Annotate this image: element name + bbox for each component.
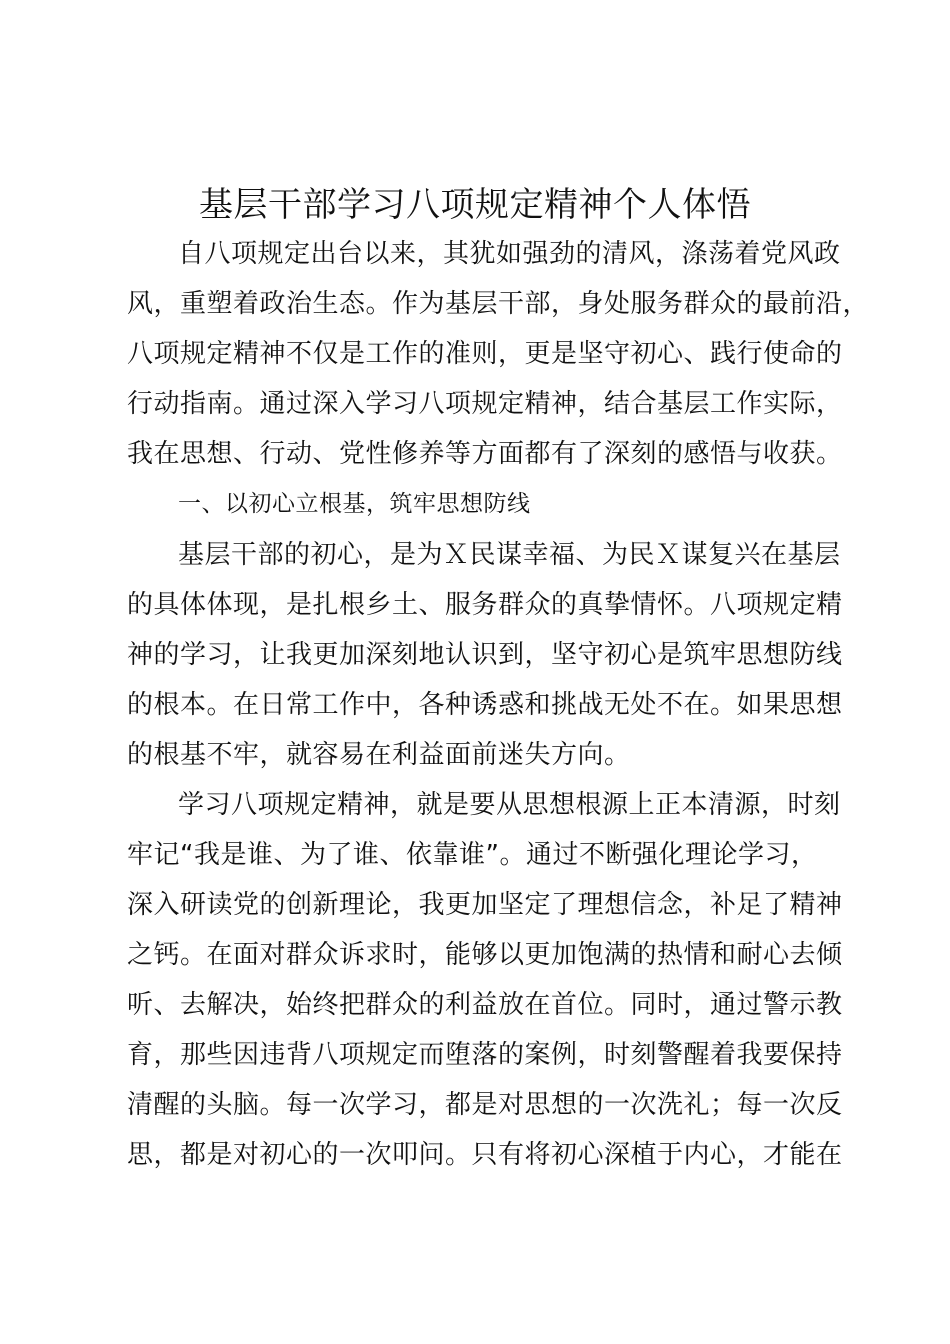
paragraph-line: 听、去解决，始终把群众的利益放在首位。同时，通过警示教	[127, 990, 843, 1020]
paragraph-line: 学习八项规定精神，就是要从思想根源上正本清源，时刻	[178, 790, 841, 820]
paragraph-line: 自八项规定出台以来，其犹如强劲的清风，涤荡着党风政	[178, 239, 841, 269]
paragraph-line: 的具体体现，是扎根乡土、服务群众的真挚情怀。八项规定精	[127, 590, 843, 620]
paragraph-line: 牢记“我是谁、为了谁、依靠谁”。通过不断强化理论学习，	[127, 840, 818, 870]
paragraph-line: 八项规定精神不仅是工作的准则，更是坚守初心、践行使命的	[127, 339, 843, 369]
paragraph-line: 行动指南。通过深入学习八项规定精神，结合基层工作实际，	[127, 389, 843, 419]
paragraph-line: 神的学习，让我更加深刻地认识到，坚守初心是筑牢思想防线	[127, 640, 843, 670]
document-title: 基层干部学习八项规定精神个人体悟	[199, 185, 751, 225]
paragraph-line: 我在思想、行动、党性修养等方面都有了深刻的感悟与收获。	[127, 439, 843, 469]
paragraph-line: 清醒的头脑。每一次学习，都是对思想的一次洗礼；每一次反	[127, 1090, 843, 1120]
paragraph-line: 基层干部的初心，是为Ｘ民谋幸福、为民Ｘ谋复兴在基层	[178, 540, 841, 570]
section-heading: 一、以初心立根基，筑牢思想防线	[178, 491, 531, 517]
paragraph-line: 深入研读党的创新理论，我更加坚定了理想信念，补足了精神	[127, 890, 843, 920]
paragraph-line: 的根本。在日常工作中，各种诱惑和挑战无处不在。如果思想	[127, 690, 843, 720]
paragraph-line: 风，重塑着政治生态。作为基层干部，身处服务群众的最前沿，	[127, 289, 870, 319]
paragraph-line: 思，都是对初心的一次叩问。只有将初心深植于内心，才能在	[127, 1140, 843, 1170]
paragraph-line: 育，那些因违背八项规定而堕落的案例，时刻警醒着我要保持	[127, 1040, 843, 1070]
paragraph-line: 之钙。在面对群众诉求时，能够以更加饱满的热情和耐心去倾	[127, 940, 843, 970]
paragraph-line: 的根基不牢，就容易在利益面前迷失方向。	[127, 740, 631, 770]
